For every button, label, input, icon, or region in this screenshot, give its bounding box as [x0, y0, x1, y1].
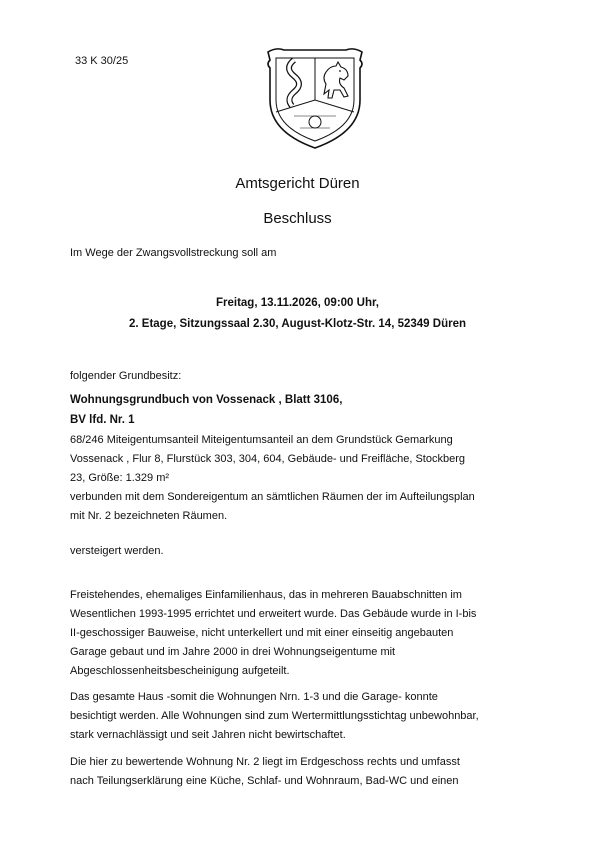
property-label: folgender Grundbesitz:	[70, 370, 182, 382]
inventory-number: BV lfd. Nr. 1	[70, 414, 135, 426]
text-line: Abgeschlossenheitsbescheinigung aufgeteilt.	[70, 665, 290, 677]
text-line: 68/246 Miteigentumsanteil Miteigentumsanteil an dem Grundstück Gemarkung	[70, 434, 453, 446]
paragraph-inspection	[70, 688, 530, 745]
text-line: II-geschossiger Bauweise, nicht unterkellert und mit einer einseitig angebauten	[70, 627, 454, 639]
text-line: Das gesamte Haus -somit die Wohnungen Nrn. 1-3 und die Garage- konnte	[70, 691, 438, 703]
land-register-entry: Wohnungsgrundbuch von Vossenack , Blatt 3106,	[70, 394, 343, 406]
appointment-location: 2. Etage, Sitzungssaal 2.30, August-Klotz-Str. 14, 52349 Düren	[128, 318, 466, 330]
text-line: Wesentlichen 1993-1995 errichtet und erweitert wurde. Das Gebäude wurde in I-bis	[70, 608, 477, 620]
auction-phrase: versteigert werden.	[70, 545, 164, 557]
text-line: besichtigt werden. Alle Wohnungen sind zum Wertermittlungsstichtag unbewohnbar,	[70, 710, 479, 722]
text-line: 23, Größe: 1.329 m²	[70, 472, 170, 484]
paragraph-apartment	[70, 753, 530, 791]
text-line: Garage gebaut und im Jahre 2000 in drei Wohnungseigentume mit	[70, 646, 396, 658]
court-name: Amtsgericht Düren	[235, 175, 360, 192]
text-line: Freistehendes, ehemaliges Einfamilienhaus, das in mehreren Bauabschnitten im	[70, 589, 462, 601]
text-line: mit Nr. 2 bezeichneten Räumen.	[70, 510, 228, 522]
text-line: Vossenack , Flur 8, Flurstück 303, 304, 604, Gebäude- und Freifläche, Stockberg	[70, 453, 465, 465]
appointment-datetime: Freitag, 13.11.2026, 09:00 Uhr,	[215, 297, 380, 309]
nrw-coat-of-arms-icon	[260, 42, 370, 152]
text-line: stark vernachlässigt und seit Jahren nicht bewirtschaftet.	[70, 729, 346, 741]
paragraph-building	[70, 586, 530, 681]
text-line: verbunden mit dem Sondereigentum an sämtlichen Räumen der im Aufteilungsplan	[70, 491, 475, 503]
property-description	[70, 431, 530, 526]
text-line: nach Teilungserklärung eine Küche, Schlaf- und Wohnraum, Bad-WC und einen	[70, 775, 459, 787]
intro-text: Im Wege der Zwangsvollstreckung soll am	[70, 247, 277, 259]
document-title: Beschluss	[263, 210, 332, 227]
text-line: Die hier zu bewertende Wohnung Nr. 2 liegt im Erdgeschoss rechts und umfasst	[70, 756, 460, 768]
file-reference: 33 K 30/25	[75, 55, 129, 67]
